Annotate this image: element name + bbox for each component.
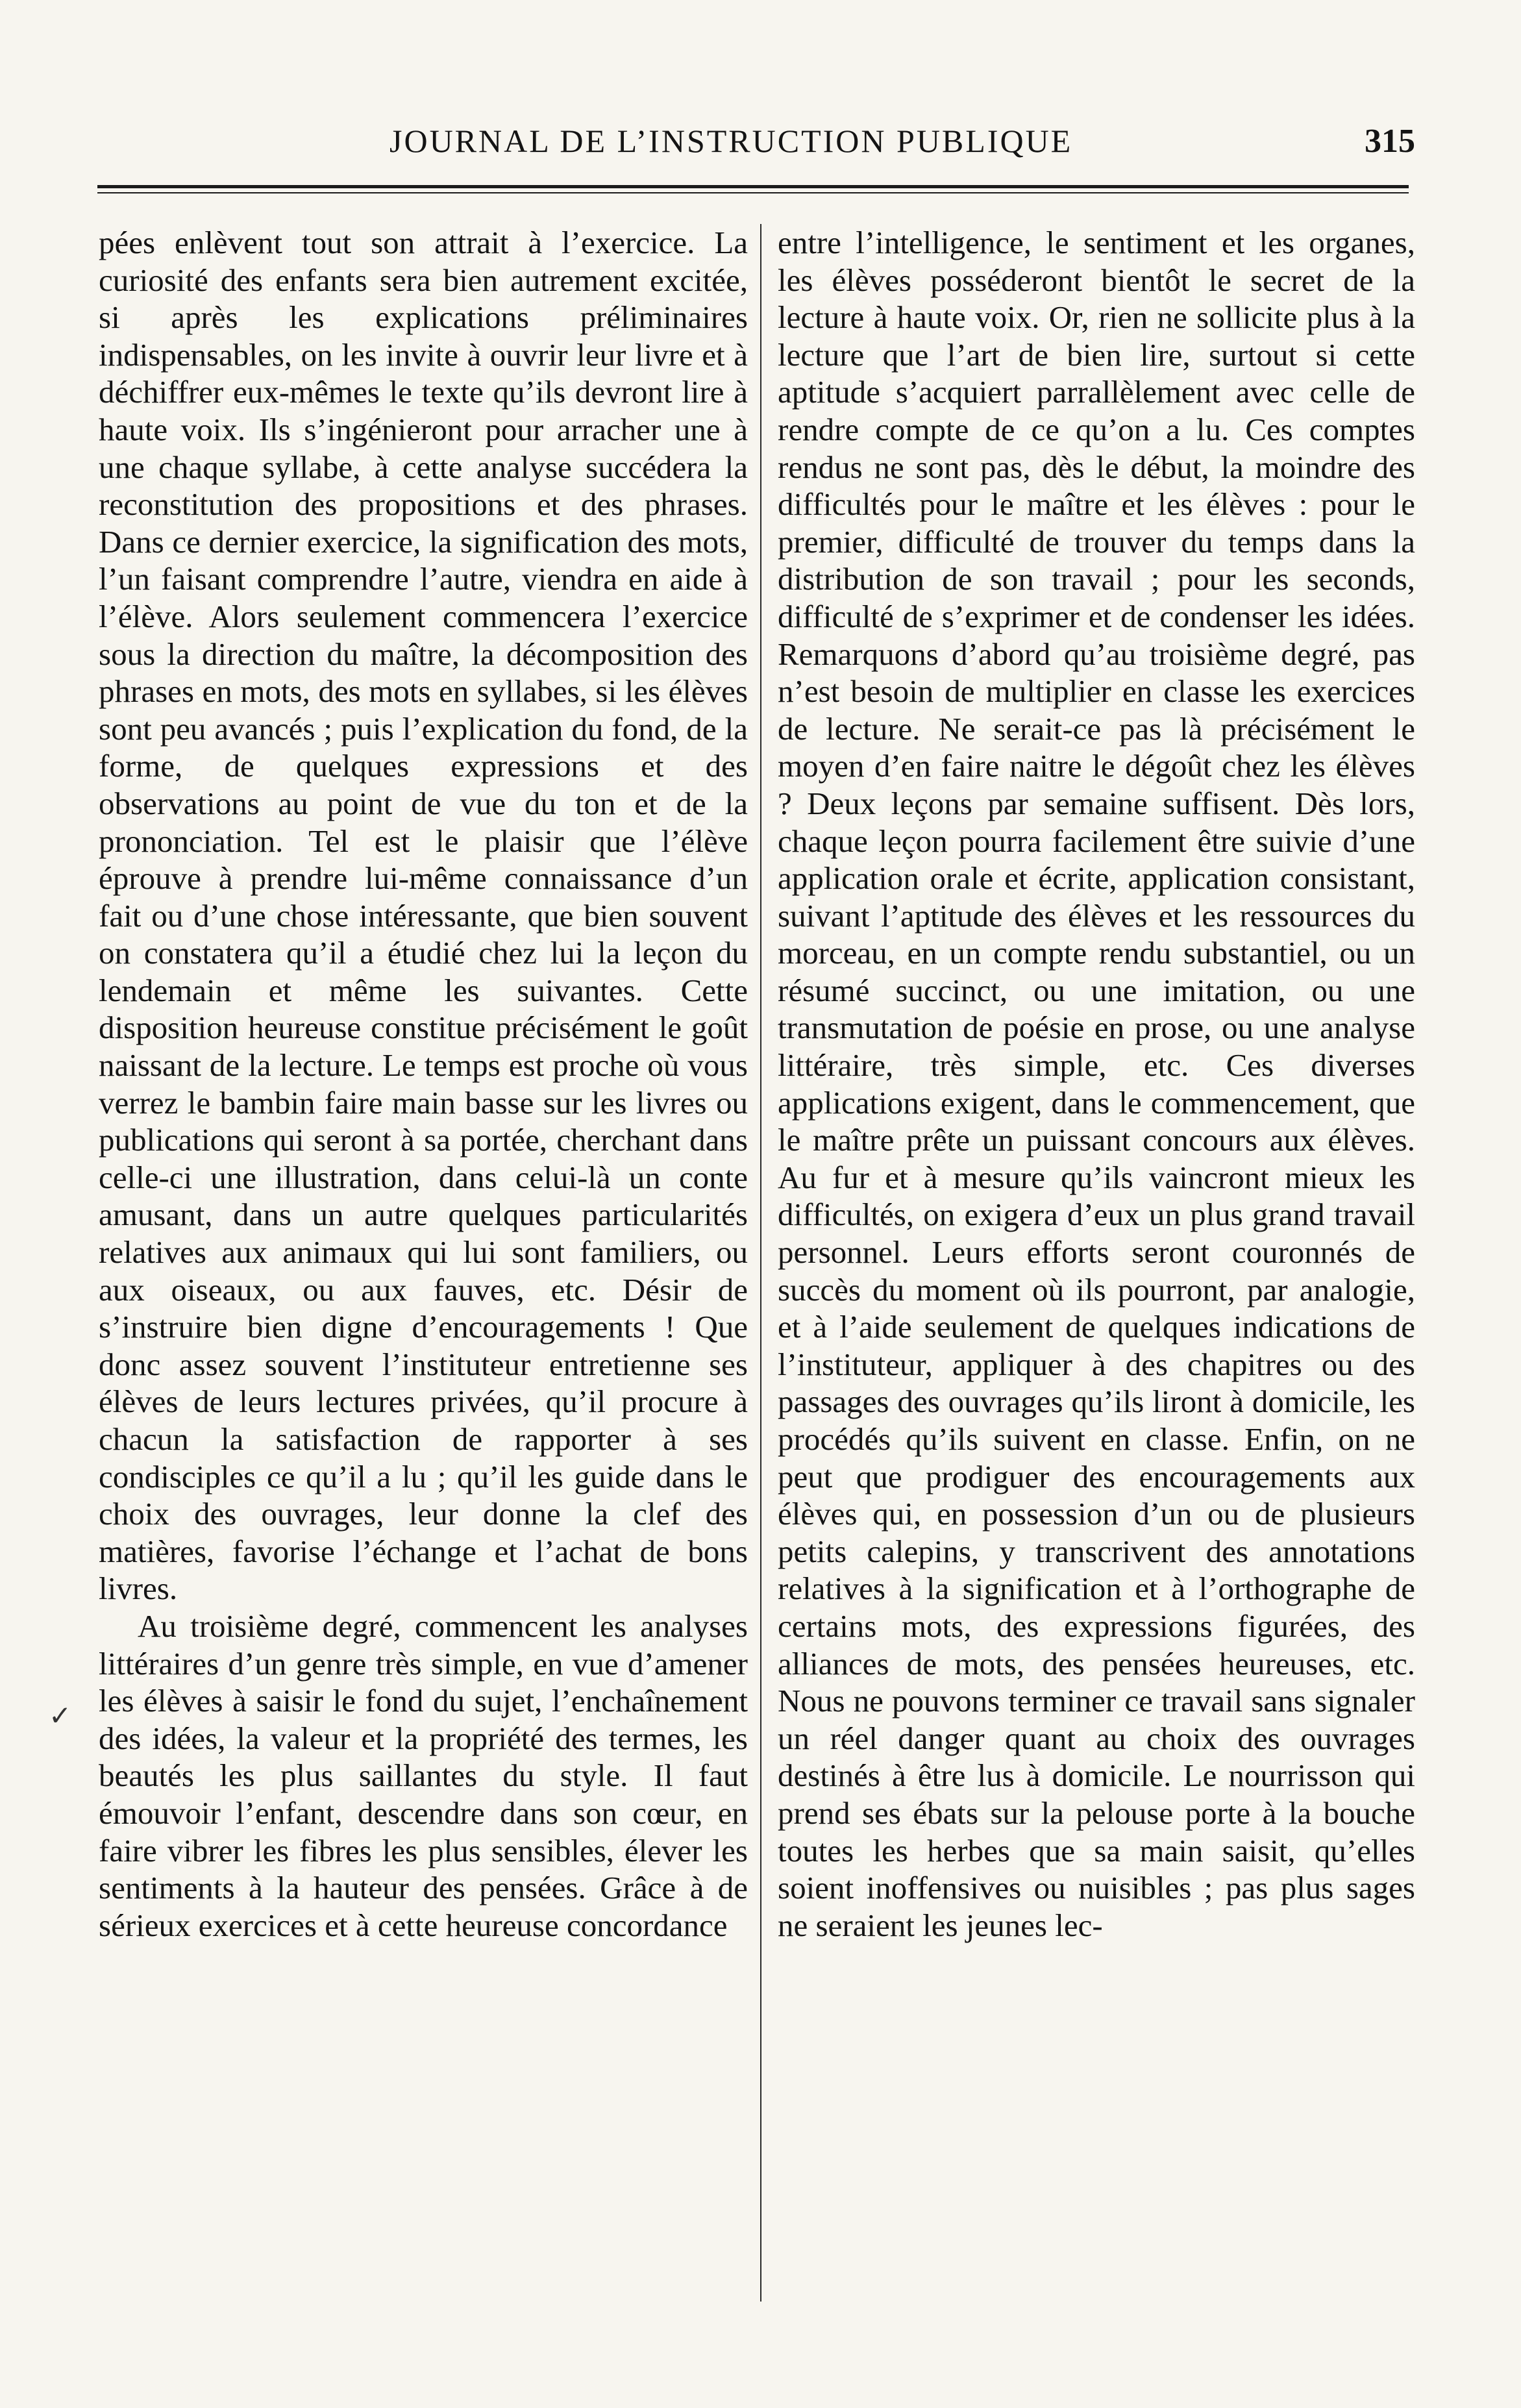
column-divider <box>760 224 761 2302</box>
header-rule-thick <box>97 185 1409 188</box>
page-header <box>91 122 1415 168</box>
header-rule-thin <box>97 192 1409 193</box>
page-number: 315 <box>1365 123 1415 160</box>
left-column <box>99 224 748 2308</box>
right-paragraph-1: entre l’intelligence, le sentiment et les organes, les élèves posséderont bientôt le secret de la lecture à haute voix. Or, rien ne sollicite plus à la lecture que l’art de bien lire, surtout si cette aptitude s’acquiert parrallèlement avec celle de rendre compte de ce qu’on a lu. Ces comptes rendus ne sont pas, dès le début, la moindre des difficultés pour le maître et les élèves : pour le premier, difficulté de trouver du temps dans la distribution de son travail ; pour les seconds, difficulté de s’exprimer et de condenser les idées. Remarquons d’abord qu’au troisième degré, pas n’est besoin de multiplier en classe les exercices de lecture. Ne serait-ce pas là précisément le moyen d’en faire naitre le dégoût chez les élèves ? Deux leçons par semaine suffisent. Dès lors, chaque leçon pourra facilement être suivie d’une application orale et écrite, application consistant, suivant l’aptitude des élèves et les ressources du morceau, en un compte rendu substantiel, ou un résumé succinct, ou une imitation, ou une transmutation de poésie en prose, ou une analyse littéraire, très simple, etc. Ces diverses applications exigent, dans le commencement, que le maître prête un puissant concours aux élèves. Au fur et à mesure qu’ils vaincront mieux les difficultés, on exigera d’eux un plus grand travail personnel. Leurs efforts seront couronnés de succès du moment où ils pourront, par analogie, et à l’aide seulement de quelques indications de l’instituteur, appliquer à des chapitres ou des passages des ouvrages qu’ils liront à domicile, les procédés qu’ils suivent en classe. Enfin, on ne peut que prodiguer des encouragements aux élèves qui, en possession d’un ou de plusieurs petits calepins, y transcrivent des annotations relatives à la signification et à l’orthographe de certains mots, des expressions figurées, des alliances de mots, des pensées heureuses, etc. Nous ne pouvons terminer ce travail sans signaler un réel danger quant au choix des ouvrages destinés à être lus à domicile. Le nourrisson qui prend ses ébats sur la pelouse porte à la bouche toutes les herbes que sa main saisit, qu’elles soient inoffensives ou nuisibles ; pas plus sages ne seraient les jeunes lec- <box>778 225 1415 1943</box>
left-paragraph-1: pées enlèvent tout son attrait à l’exercice. La curiosité des enfants sera bien autrement excitée, si après les explications préliminaires indispensables, on les invite à ouvrir leur livre et à déchiffrer eux-mêmes le texte qu’ils devront lire à haute voix. Ils s’ingénieront pour arracher une à une chaque syllabe, à cette analyse succédera la reconstitution des propositions et des phrases. Dans ce dernier exercice, la signification des mots, l’un faisant comprendre l’autre, viendra en aide à l’élève. Alors seulement commencera l’exercice sous la direction du maître, la décomposition des phrases en mots, des mots en syllabes, si les élèves sont peu avancés ; puis l’explication du fond, de la forme, de quelques expressions et des observations au point de vue du ton et de la prononciation. Tel est le plaisir que l’élève éprouve à prendre lui-même connaissance d’un fait ou d’une chose intéressante, que bien souvent on constatera qu’il a étudié chez lui la leçon du lendemain et même les suivantes. Cette disposition heureuse constitue précisément le goût naissant de la lecture. Le temps est proche où vous verrez le bambin faire main basse sur les livres ou publications qui seront à sa portée, cherchant dans celle-ci une illustration, dans celui-là un conte amusant, dans un autre quelques particularités relatives aux animaux qui lui sont familiers, ou aux oiseaux, ou aux fauves, etc. Désir de s’instruire bien digne d’encouragements ! Que donc assez souvent l’instituteur entretienne ses élèves de leurs lectures privées, qu’il procure à chacun la satisfaction de rapporter à ses condisciples ce qu’il a lu ; qu’il les guide dans le choix des ouvrages, leur donne la clef des matières, favorise l’échange et l’achat de bons livres. <box>99 225 748 1607</box>
running-title: JOURNAL DE L’INSTRUCTION PUBLIQUE <box>390 123 1073 159</box>
right-column <box>778 224 1415 2308</box>
left-paragraph-2: Au troisième degré, commencent les analyses littéraires d’un genre très simple, en vue d’amener les élèves à saisir le fond du sujet, l’enchaînement des idées, la valeur et la propriété des termes, les beautés les plus saillantes du style. Il faut émouvoir l’enfant, descendre dans son cœur, en faire vibrer les fibres les plus sensibles, élever les sentiments à la hauteur des pensées. Grâce à de sérieux exercices et à cette heureuse concordance <box>99 1607 748 1943</box>
margin-check-mark: ✓ <box>49 1700 72 1732</box>
